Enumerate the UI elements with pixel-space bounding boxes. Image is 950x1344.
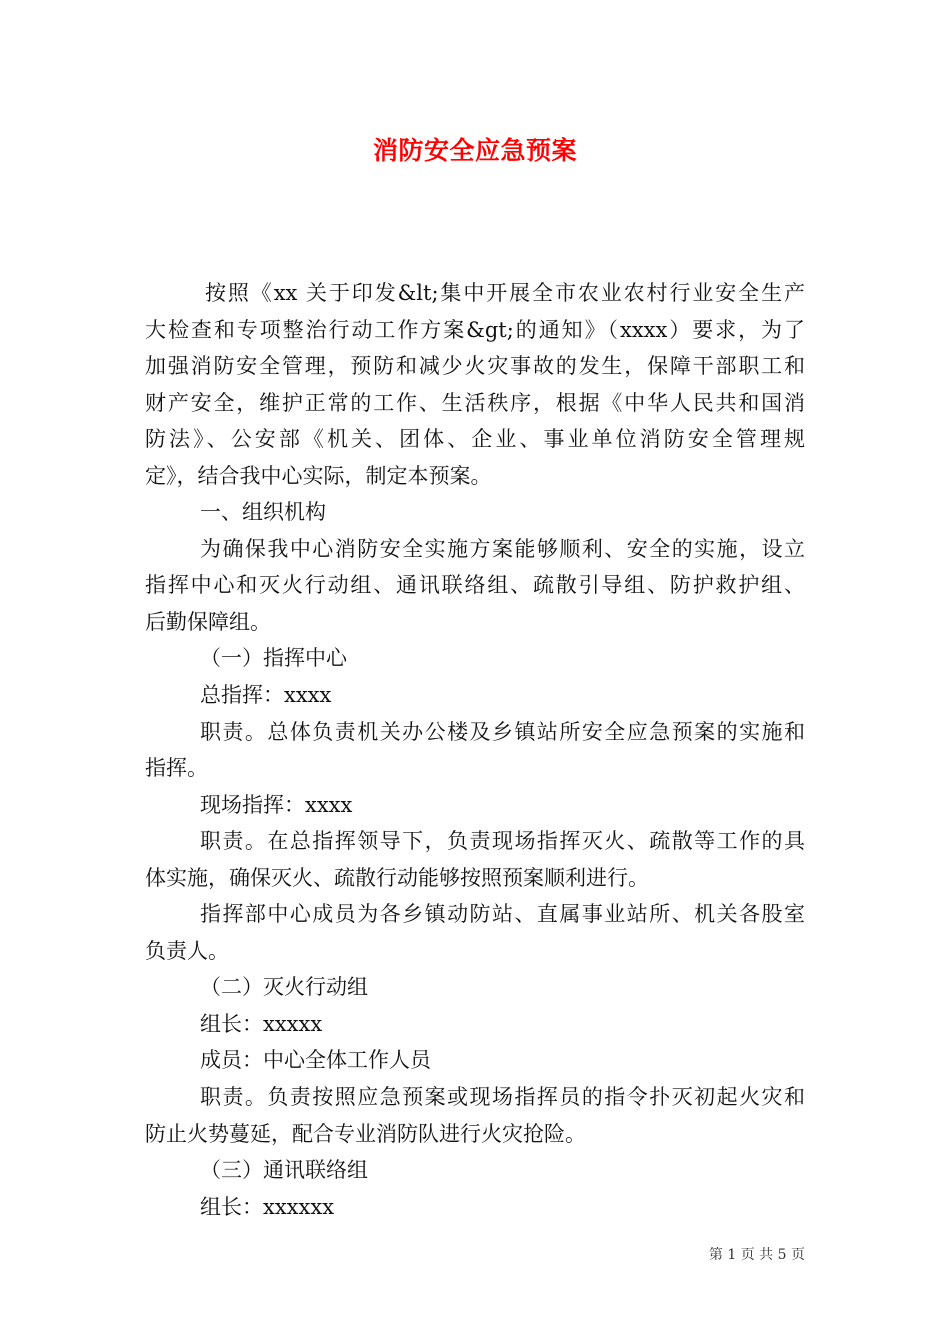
paragraph-site-commander [145,787,805,824]
section-heading-organization [145,494,805,531]
text-line: 防止火势蔓延，配合专业消防队进行火灾抢险。 [145,1121,586,1146]
subheading-communication-group [145,1152,805,1189]
text-line: 指挥。 [145,756,208,781]
paragraph-firefighting-leader [145,1006,805,1043]
paragraph-site-duty [145,823,805,896]
paragraph-communication-leader [145,1189,805,1226]
text-line: 负责人。 [145,938,229,963]
text-line: 防法》、公安部《机关、团体、企业、事业单位消防安全管理规 [145,427,805,452]
subsection-heading: （三）通讯联络组 [200,1158,368,1183]
paragraph-chief-commander [145,677,805,714]
subheading-firefighting-group [145,969,805,1006]
paragraph-organization [145,531,805,641]
text-line: 后勤保障组。 [145,609,271,634]
text-line: 组长：xxxxxx [200,1194,335,1219]
text-line: 成员：中心全体工作人员 [200,1048,431,1073]
text-line: 总指挥：xxxx [200,683,332,708]
paragraph-members [145,896,805,969]
document-body [145,275,805,1225]
text-line: 为确保我中心消防安全实施方案能够顺利、安全的实施，设立 [200,536,805,561]
text-line: 职责。负责按照应急预案或现场指挥员的指令扑灭初起火灾和 [200,1085,805,1110]
text-line: 现场指挥：xxxx [200,792,353,817]
paragraph-intro [145,275,805,494]
subheading-command-center [145,640,805,677]
section-heading: 一、组织机构 [200,500,326,525]
text-line: 组长：xxxxx [200,1011,323,1036]
paragraph-firefighting-duty [145,1079,805,1152]
text-line: 职责。总体负责机关办公楼及乡镇站所安全应急预案的实施和 [200,719,805,744]
paragraph-chief-duty [145,714,805,787]
text-line: 体实施，确保灭火、疏散行动能够按照预案顺利进行。 [145,865,649,890]
subsection-heading: （一）指挥中心 [200,646,347,671]
text-line: 财产安全，维护正常的工作、生活秩序，根据《中华人民共和国消 [145,390,805,415]
text-line: 职责。在总指挥领导下，负责现场指挥灭火、疏散等工作的具 [200,829,805,854]
paragraph-firefighting-members [145,1042,805,1079]
page-number: 第 1 页 共 5 页 [708,1247,805,1263]
text-line: 大检查和专项整治行动工作方案&gt;的通知》（xxxx）要求，为了 [145,317,805,342]
text-line: 加强消防安全管理，预防和减少火灾事故的发生，保障干部职工和 [145,354,805,379]
document-title: 消防安全应急预案 [372,136,577,165]
text-line: 指挥部中心成员为各乡镇动防站、直属事业站所、机关各股室 [200,902,805,927]
text-line: 指挥中心和灭火行动组、通讯联络组、疏散引导组、防护救护组、 [145,573,805,598]
text-line: 定》，结合我中心实际，制定本预案。 [145,463,492,488]
subsection-heading: （二）灭火行动组 [200,975,368,1000]
text-line: 按照《xx 关于印发&lt;集中开展全市农业农村行业安全生产 [205,281,805,305]
